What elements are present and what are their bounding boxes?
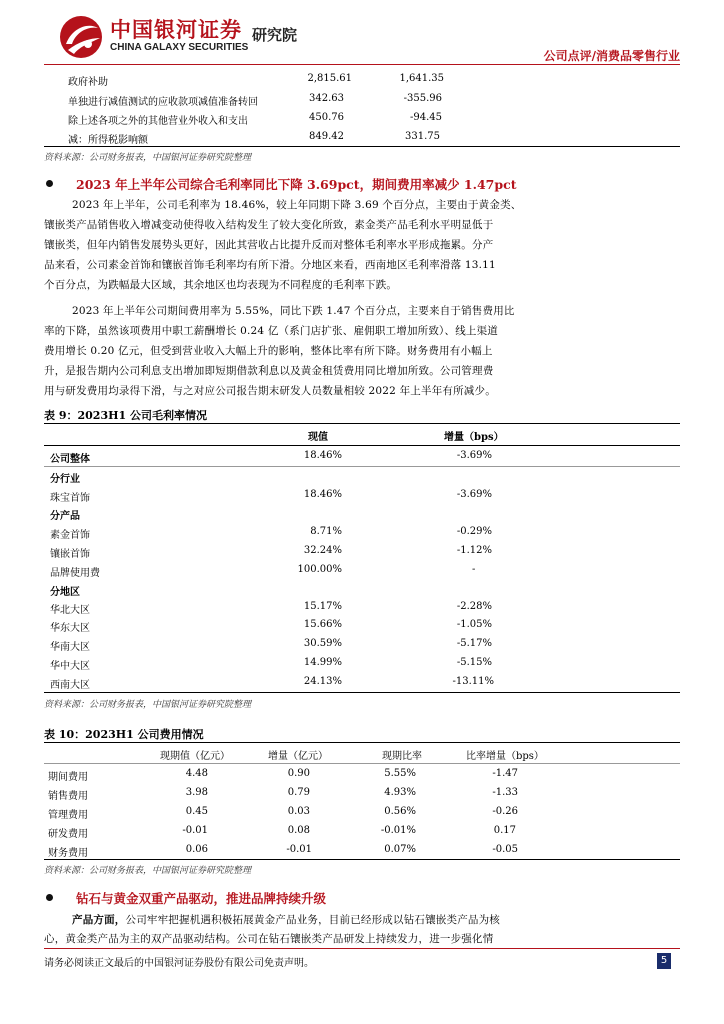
top-table-value: 450.76 [309,112,344,123]
paragraph-line: 镶嵌类，但年内销售发展势头更好，因此其营收占比提升反而对整体毛利率水平形成拖累。分产 [44,239,494,251]
table-cell: 0.06 [185,844,208,855]
page-number: 5 [657,953,671,969]
footer-divider [44,948,680,949]
column-header: 增量（亿元） [268,751,328,762]
bullet-icon [46,894,53,901]
table-top-rule [44,423,680,424]
bullet-icon [46,180,53,187]
paragraph-line: 个百分点，为跌幅最大区域，其余地区也均表现为不同程度的毛利率下跌。 [44,279,398,291]
table-row-label: 华南大区 [50,642,90,653]
column-header: 比率增量（bps） [466,751,544,762]
table-top-rule [44,742,680,743]
top-table-label: 单独进行减值测试的应收款项减值准备转回 [68,97,258,108]
table-cell: 4.48 [185,768,208,779]
table-title: 表 10：2023H1 公司费用情况 [44,728,204,741]
paragraph-line: 升，是报告期内公司利息支出增加即短期借款利息以及黄金租赁费用同比增加所致。公司管理费 [44,365,494,377]
table-cell: 0.56% [384,806,416,817]
paragraph-line: 品来看，公司素金首饰和镶嵌首饰毛利率均有所下滑。分地区来看，西南地区毛利率滑落 13.11 [44,259,496,271]
table-row-label: 华北大区 [50,605,90,616]
paragraph-line: 2023 年上半年公司期间费用率为 5.55%，同比下跌 1.47 个百分点，主要来自于销售费用比 [72,305,515,317]
top-table-value: 2,815.61 [307,73,352,84]
table-cell: -1.47 [492,768,518,779]
source-note: 资料来源：公司财务报表，中国银河证券研究院整理 [44,866,252,876]
table-cell: -0.05 [492,844,518,855]
table-cell: 14.99% [303,657,342,668]
table-bottom-rule [44,692,680,693]
footer-disclaimer: 请务必阅读正文最后的中国银河证券股份有限公司免责声明。 [44,958,314,969]
top-table-value: 342.63 [309,93,344,104]
table-row-label: 财务费用 [48,848,88,859]
table-cell: 5.55% [384,768,416,779]
table-cell: 0.17 [493,825,516,836]
logo-chinese-name: 中国银河证券 [110,18,242,42]
table-row-label: 华中大区 [50,661,90,672]
table-row-label: 西南大区 [50,680,90,691]
table-row-label: 珠宝首饰 [50,493,90,504]
table-row-label: 管理费用 [48,810,88,821]
table-cell: 15.66% [303,619,342,630]
table-row-label: 华东大区 [50,623,90,634]
table-cell: -1.33 [492,787,518,798]
table-row-label: 素金首饰 [50,530,90,541]
paragraph-line: 费用增长 0.20 亿元，但受到营业收入大幅上升的影响，整体比率有所下降。财务费用有小幅上 [44,345,493,357]
source-note: 资料来源：公司财务报表，中国银河证券研究院整理 [44,153,252,163]
table-cell: 0.45 [185,806,208,817]
column-header: 现期比率 [382,751,422,762]
top-table-label: 减：所得税影响额 [68,135,148,146]
table-cell: -0.01% [380,825,416,836]
table-cell: 0.08 [287,825,310,836]
paragraph-line: 率的下降，虽然该项费用中职工薪酬增长 0.24 亿（系门店扩张、雇佣职工增加所致）、线上渠道 [44,325,499,337]
top-table-value: 849.42 [309,131,344,142]
source-note: 资料来源：公司财务报表，中国银河证券研究院整理 [44,700,252,710]
table-cell: 0.07% [384,844,416,855]
table-cell: -0.26 [492,806,518,817]
header-divider [44,64,680,65]
table-row-label: 期间费用 [48,772,88,783]
table-cell: -0.01 [182,825,208,836]
paragraph-line: 镶嵌类产品销售收入增减变动使得收入结构发生了较大变化所致，素金类产品毛利水平明显低于 [44,219,494,231]
table-cell: -3.69% [456,489,492,500]
table-cell: -1.12% [456,545,492,556]
top-table-label: 除上述各项之外的其他营业外收入和支出 [68,116,248,127]
column-header: 增量（bps） [444,432,504,443]
logo-english-name: CHINA GALAXY SECURITIES [110,42,249,53]
table-cell: 0.90 [287,768,310,779]
report-category: 公司点评/消费品零售行业 [543,49,680,63]
table-row-label: 镶嵌首饰 [50,549,90,560]
table-bottom-rule [44,146,680,147]
table-cell: 30.59% [303,638,342,649]
top-table-value: 331.75 [405,131,440,142]
row-divider [44,466,680,467]
table-cell: 0.79 [287,787,310,798]
table-header-rule [44,445,680,446]
table-cell: 24.13% [303,676,342,687]
table-cell: 3.98 [185,787,208,798]
galaxy-logo-icon [58,14,104,60]
table-row-label: 公司整体 [50,454,90,465]
table-cell: -3.69% [456,450,492,461]
table-cell: -5.17% [456,638,492,649]
table-row-label: 研发费用 [48,829,88,840]
paragraph-line: 心，黄金类产品为主的双产品驱动结构。公司在钻石镶嵌类产品研发上持续发力，进一步强化情 [44,933,494,945]
table-bottom-rule [44,859,680,860]
section-title: 钻石与黄金双重产品驱动，推进品牌持续升级 [76,891,327,906]
top-table-label: 政府补助 [68,77,108,88]
column-header: 现值 [308,432,328,443]
paragraph-line: 2023 年上半年，公司毛利率为 18.46%，较上年同期下降 3.69 个百分点，主要由于黄金类、 [72,199,522,211]
table-cell: -0.01 [286,844,312,855]
table-title: 表 9：2023H1 公司毛利率情况 [44,409,207,422]
table-cell: 18.46% [303,489,342,500]
table-header-rule [44,763,680,764]
section-title: 2023 年上半年公司综合毛利率同比下降 3.69pct，期间费用率减少 1.47pct [76,177,517,192]
paragraph-line: 公司牢牢把握机遇积极拓展黄金产品业务，目前已经形成以钻石镶嵌类产品为核 [125,914,500,926]
table-cell: -0.29% [456,526,492,537]
table-cell: -13.11% [452,676,494,687]
table-cell: - [472,564,476,575]
table-row-label: 分行业 [50,474,80,485]
table-cell: 18.46% [303,450,342,461]
top-table-value: -355.96 [403,93,442,104]
logo-institute: 研究院 [252,26,298,44]
paragraph-line: 用与研发费用均录得下滑，与之对应公司报告期末研发人员数量相较 2022 年上半年有所减少。 [44,385,496,397]
table-cell: 100.00% [297,564,342,575]
top-table-value: -94.45 [409,112,442,123]
table-cell: -1.05% [456,619,492,630]
table-cell: 8.71% [310,526,342,537]
table-cell: -5.15% [456,657,492,668]
column-header: 现期值（亿元） [160,751,230,762]
table-row-label: 品牌使用费 [50,568,100,579]
table-row-label: 分产品 [50,511,80,522]
table-row-label: 销售费用 [48,791,88,802]
table-cell: 4.93% [384,787,416,798]
table-row-label: 分地区 [50,587,80,598]
table-cell: 0.03 [287,806,310,817]
table-cell: -2.28% [456,601,492,612]
table-cell: 15.17% [303,601,342,612]
paragraph-lead: 产品方面， [72,914,126,926]
table-cell: 32.24% [303,545,342,556]
top-table-value: 1,641.35 [399,73,444,84]
